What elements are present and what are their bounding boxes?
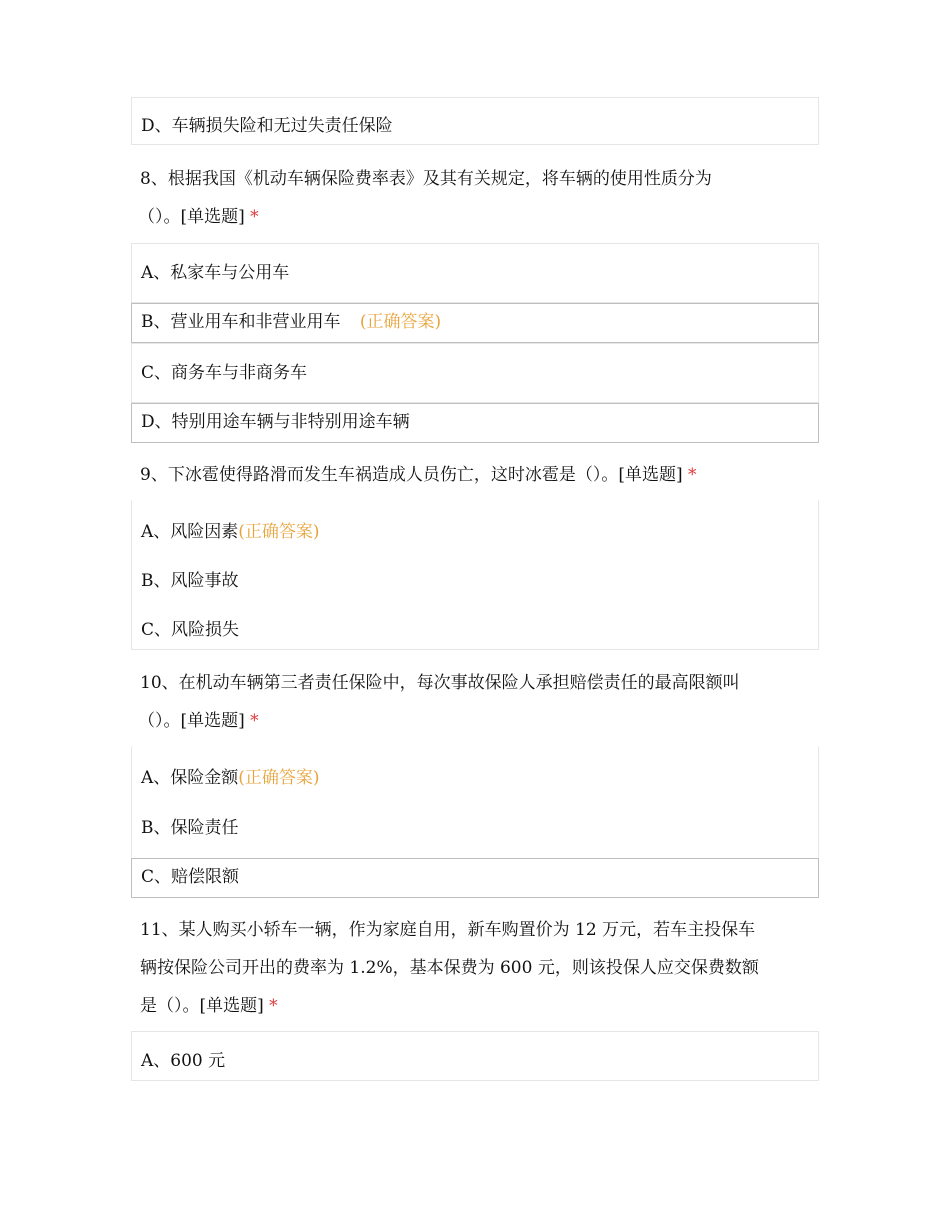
q7-option-d[interactable] xyxy=(131,97,819,145)
q9-option-c[interactable] xyxy=(132,601,818,651)
required-marker: * xyxy=(250,207,259,227)
option-label: D、特别用途车辆与非特别用途车辆 xyxy=(141,412,410,432)
question-text-cont: （）。[单选题] xyxy=(138,207,245,227)
q10-option-a[interactable] xyxy=(132,747,818,803)
option-label: B、保险责任 xyxy=(141,818,239,838)
q10-option-c[interactable] xyxy=(131,858,819,898)
option-label: C、风险损失 xyxy=(141,620,240,640)
q8-option-d[interactable] xyxy=(131,403,819,443)
option-label: C、赔偿限额 xyxy=(141,867,240,887)
question-text-cont: 是（）。[单选题] xyxy=(140,996,264,1016)
q8-option-b[interactable] xyxy=(131,303,819,343)
required-marker: * xyxy=(250,711,259,731)
question-8 xyxy=(140,160,820,236)
q11-option-a[interactable] xyxy=(131,1031,819,1081)
question-text: 9、下冰雹使得路滑而发生车祸造成人员伤亡，这时冰雹是（）。[单选题] xyxy=(140,465,683,485)
option-label: B、营业用车和非营业用车 xyxy=(141,312,341,332)
option-label: C、商务车与非商务车 xyxy=(141,363,308,383)
correct-answer-tag: (正确答案) xyxy=(238,768,320,788)
q10-option-b[interactable] xyxy=(132,803,818,859)
required-marker: * xyxy=(688,465,697,485)
question-11 xyxy=(140,911,820,1025)
question-text-cont: （）。[单选题] xyxy=(138,711,245,731)
correct-answer-tag: (正确答案) xyxy=(238,522,320,542)
q8-option-a[interactable] xyxy=(131,243,819,303)
question-10 xyxy=(140,664,820,740)
option-label: B、风险事故 xyxy=(141,571,239,591)
q8-option-c[interactable] xyxy=(131,343,819,403)
question-text: 8、根据我国《机动车辆保险费率表》及其有关规定，将车辆的使用性质分为 xyxy=(140,169,712,189)
option-label: A、保险金额 xyxy=(141,768,239,788)
q9-option-b[interactable] xyxy=(132,551,818,601)
option-label: A、风险因素 xyxy=(141,522,239,542)
option-label: A、600 元 xyxy=(141,1051,226,1071)
question-text: 11、某人购买小轿车一辆，作为家庭自用，新车购置价为 12 万元，若车主投保车 xyxy=(140,920,756,940)
correct-answer-tag: (正确答案) xyxy=(359,312,442,332)
q10-options-group xyxy=(131,746,819,858)
question-text-cont: 辆按保险公司开出的费率为 1.2%，基本保费为 600 元，则该投保人应交保费数额 xyxy=(140,958,759,978)
q9-options-group xyxy=(131,500,819,650)
option-label: A、私家车与公用车 xyxy=(141,263,290,283)
question-9 xyxy=(140,456,820,494)
option-label: D、车辆损失险和无过失责任保险 xyxy=(141,116,393,136)
q9-option-a[interactable] xyxy=(132,501,818,551)
required-marker: * xyxy=(269,996,278,1016)
question-text: 10、在机动车辆第三者责任保险中，每次事故保险人承担赔偿责任的最高限额叫 xyxy=(140,673,740,693)
